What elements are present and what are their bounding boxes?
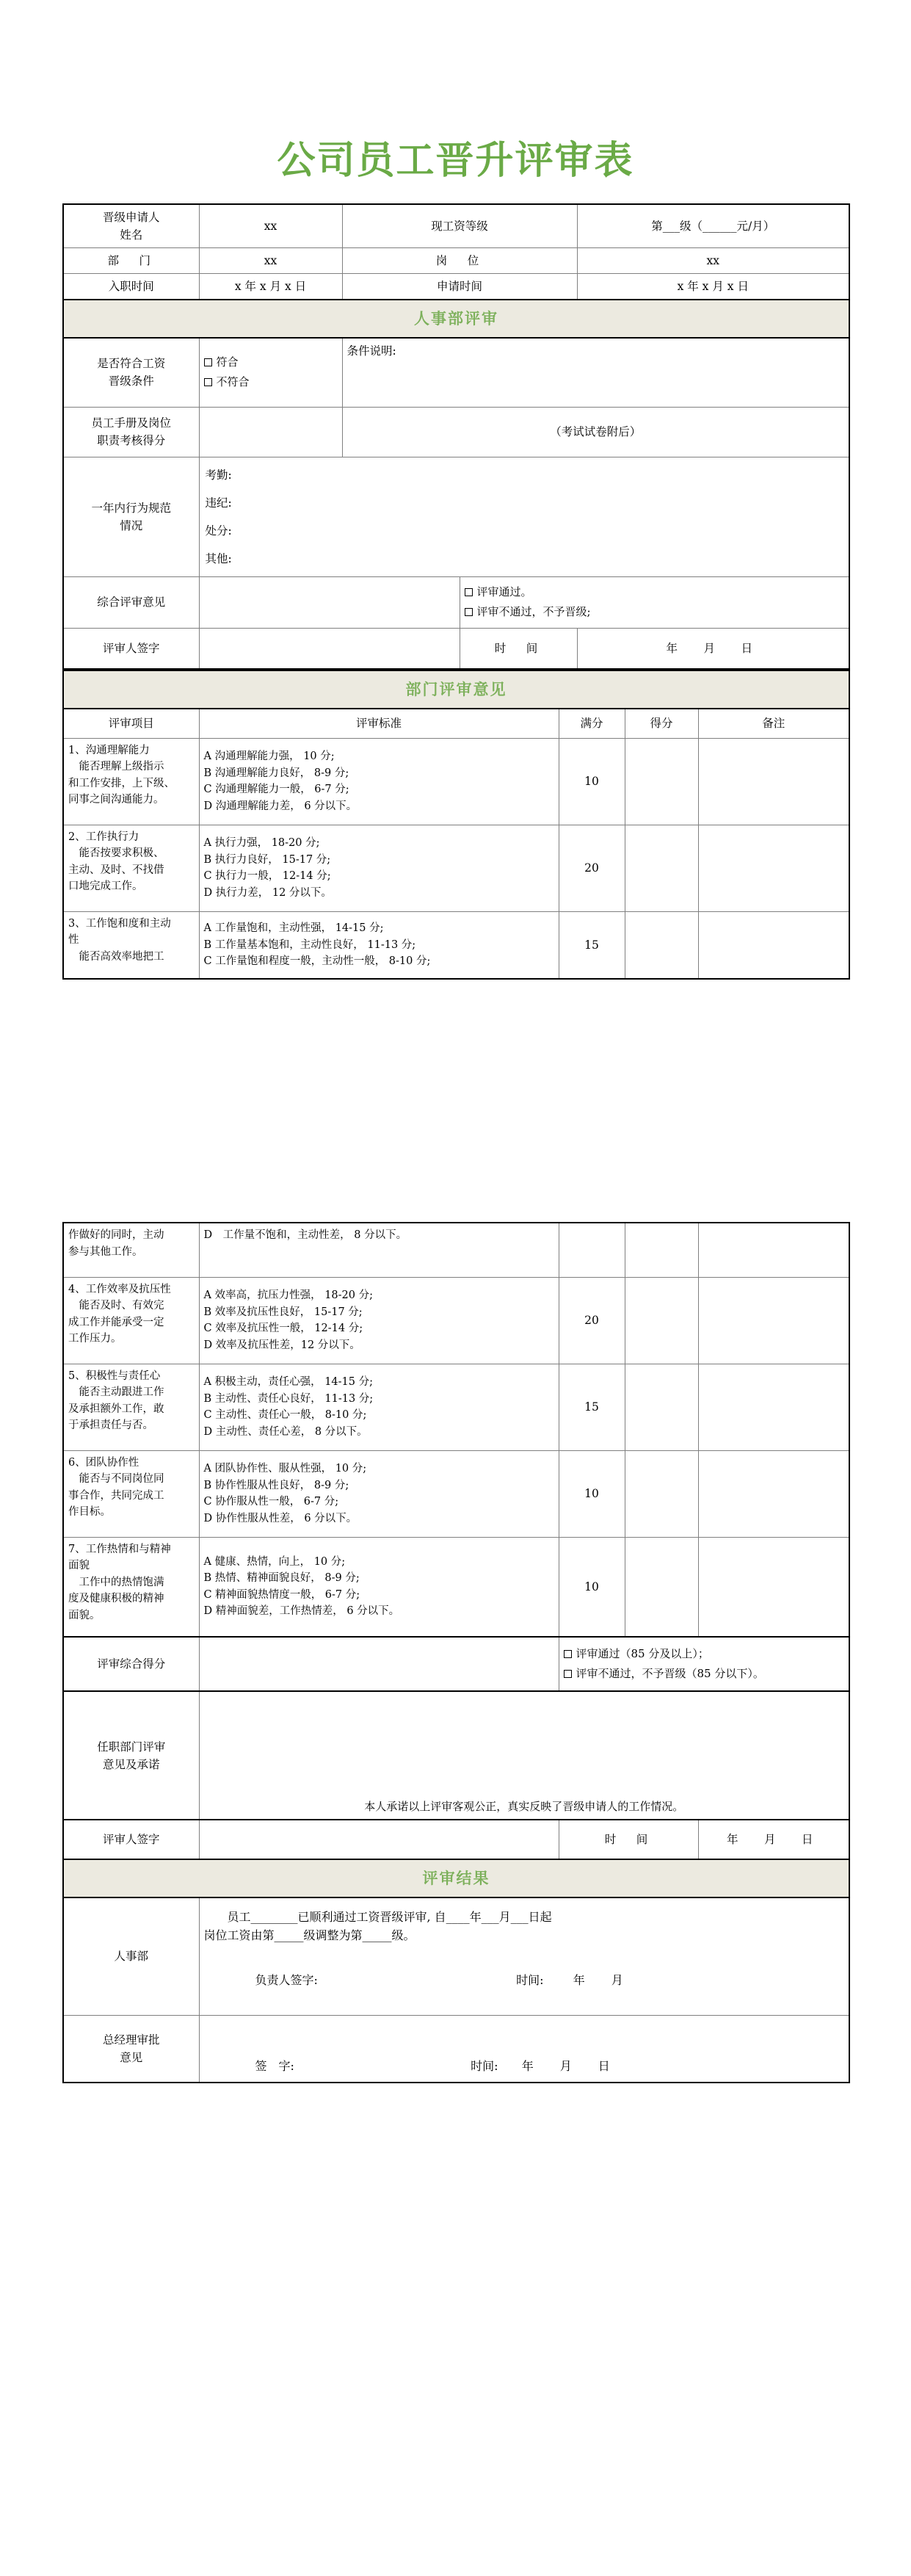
reviewer-sign-value[interactable] [199,628,460,669]
hr-result-body[interactable] [199,1897,849,2015]
page-title: 公司员工晋升评审表 [277,139,634,183]
checkbox-icon[interactable] [465,588,473,596]
table-row-criterion [63,1364,849,1450]
handbook-note: （考试试卷附后） [342,407,849,457]
criterion-standard: A 沟通理解能力强， 10 分; B 沟通理解能力良好， 8-9 分; C 沟通理解能力一般， 6-7 分; D 沟通理解能力差， 6 分以下。 [199,738,559,825]
section-band-dept [63,670,849,709]
criterion-score[interactable] [625,738,698,825]
table-row-reviewer-signature [63,628,849,669]
dept-opinion-body[interactable] [199,1691,849,1820]
behavior-label: 一年内行为规范 情况 [63,457,199,576]
table-row-dates [63,274,849,300]
dept-time-label: 时 间 [559,1820,698,1859]
table-row-dept-opinion [63,1691,849,1820]
dept-label: 部 门 [63,248,199,274]
criterion-name: 作做好的同时，主动 参与其他工作。 [63,1223,199,1277]
wage-grade-value[interactable]: 第___级（______元/月） [577,204,849,248]
checkbox-icon[interactable] [465,608,473,616]
criterion-name: 3、工作饱和度和主动 性 能否高效率地把工 [63,911,199,979]
checkbox-option-fail[interactable]: 评审不通过，不予晋级（85 分以下）。 [564,1664,845,1684]
table-row-wage-condition [63,338,849,407]
hr-time-label: 时间: [516,1972,544,1987]
gm-time-value[interactable]: 年 月 日 [521,2059,617,2074]
criterion-score[interactable] [625,1364,698,1450]
result-line-1: 员工________已顺利通过工资晋级评审, 自____年___月___日起 [227,1910,552,1925]
criterion-remark[interactable] [698,1277,849,1364]
table-row-criterion [63,1450,849,1537]
criterion-score[interactable] [625,1537,698,1637]
criterion-standard: A 效率高，抗压力性强， 18-20 分; B 效率及抗压性良好， 15-17 分; C 效率及抗压性一般， 12-14 分; D 效率及抗压性差，12 分以下。 [199,1277,559,1364]
overall-opinion-options[interactable] [460,576,849,628]
page-break-gap [62,980,849,1222]
column-header-score: 得分 [625,709,698,738]
criterion-standard: D 工作量不饱和，主动性差， 8 分以下。 [199,1223,559,1277]
checkbox-option-fail[interactable]: 评审不通过，不予晋级; [465,602,845,622]
criterion-full-score: 15 [559,1364,625,1450]
dept-review-band: 部门评审意见 [63,670,849,709]
criterion-standard: A 工作量饱和，主动性强， 14-15 分; B 工作量基本饱和，主动性良好， 11-13 分; C 工作量饱和程度一般，主动性一般， 8-10 分; [199,911,559,979]
commitment-text: 本人承诺以上评审客观公正，真实反映了晋级申请人的工作情况。 [364,1799,684,1813]
handbook-label: 员工手册及岗位 职责考核得分 [63,407,199,457]
criterion-full-score: 10 [559,1450,625,1537]
gm-approval-label: 总经理审批 意见 [63,2015,199,2083]
reviewer-sign-label: 评审人签字 [63,628,199,669]
wage-grade-label: 现工资等级 [342,204,577,248]
checkbox-icon[interactable] [204,378,212,386]
dept-review-table-continued [62,1222,850,2083]
overall-opinion-label: 综合评审意见 [63,576,199,628]
dept-opinion-label: 任职部门评审 意见及承诺 [63,1691,199,1820]
column-header-item: 评审项目 [63,709,199,738]
checkbox-icon[interactable] [564,1650,572,1658]
apply-time-label: 申请时间 [342,274,577,300]
criterion-remark[interactable] [698,1450,849,1537]
table-header-row [63,709,849,738]
table-row-overall-opinion [63,576,849,628]
criterion-standard: A 积极主动，责任心强， 14-15 分; B 主动性、责任心良好， 11-13 分; C 主动性、责任心一般， 8-10 分; D 主动性、责任心差， 8 分以下。 [199,1364,559,1450]
checkbox-option-pass[interactable]: 评审通过（85 分及以上）； [564,1644,845,1664]
criterion-standard: A 执行力强， 18-20 分; B 执行力良好， 15-17 分; C 执行力一般， 12-14 分; D 执行力差， 12 分以下。 [199,825,559,911]
column-header-remark: 备注 [698,709,849,738]
criterion-full-score: 10 [559,738,625,825]
criterion-name: 6、团队协作性 能否与不同岗位同 事合作，共同完成工 作目标。 [63,1450,199,1537]
criterion-full-score: 20 [559,1277,625,1364]
applicant-name-value[interactable]: xx [199,204,342,248]
result-line-2: 岗位工资由第_____级调整为第_____级。 [203,1928,415,1942]
criterion-name: 7、工作热情和与精神 面貌 工作中的热情饱满 度及健康积极的精神 面貌。 [63,1537,199,1637]
behavior-item-attendance[interactable]: 考勤: [205,468,232,482]
total-score-value[interactable] [199,1637,559,1691]
condition-note[interactable]: 条件说明: [342,338,849,407]
wage-condition-options[interactable] [199,338,342,407]
total-score-label: 评审综合得分 [63,1637,199,1691]
wage-condition-label: 是否符合工资 晋级条件 [63,338,199,407]
entry-time-value[interactable]: x 年 x 月 x 日 [199,274,342,300]
criterion-full-score: 10 [559,1537,625,1637]
gm-sign-label[interactable]: 签 字: [255,2059,294,2074]
criterion-remark[interactable] [698,1223,849,1277]
checkbox-icon[interactable] [204,358,212,366]
gm-time-label: 时间: [471,2059,498,2074]
table-row-total-score [63,1637,849,1691]
dept-sign-value[interactable] [199,1820,559,1859]
criterion-standard: A 团队协作性、服从性强， 10 分; B 协作性服从性良好， 8-9 分; C 协作服从性一般， 6-7 分; D 协作性服从性差， 6 分以下。 [199,1450,559,1537]
table-row-applicant-name [63,204,849,248]
result-signature-line [204,1945,845,1990]
dept-time-value[interactable]: 年 月 日 [698,1820,849,1859]
behavior-item-violation[interactable]: 违纪: [205,496,232,510]
gm-approval-body[interactable] [199,2015,849,2083]
table-row-gm-approval [63,2015,849,2083]
criterion-name: 4、工作效率及抗压性 能否及时、有效完 成工作并能承受一定 工作压力。 [63,1277,199,1364]
hr-time-value[interactable]: 年 月 [573,1972,631,1987]
result-band: 评审结果 [63,1859,849,1897]
post-label: 岗 位 [342,248,577,274]
checkbox-option-pass[interactable]: 评审通过。 [465,582,845,602]
checkbox-icon[interactable] [564,1670,572,1678]
criterion-full-score: 20 [559,825,625,911]
criterion-name: 5、积极性与责任心 能否主动跟进工作 及承担额外工作，敢 于承担责任与否。 [63,1364,199,1450]
table-row-department [63,248,849,274]
criterion-score[interactable] [625,1450,698,1537]
behavior-item-other[interactable]: 其他: [205,551,232,565]
criterion-score[interactable] [625,825,698,911]
checkbox-option-conform[interactable]: 符合 [204,352,338,372]
dept-review-table [62,670,850,980]
basic-info-table [62,203,850,670]
criterion-name: 2、工作执行力 能否按要求积极、 主动、及时、不找借 口地完成工作。 [63,825,199,911]
table-row-criterion [63,911,849,979]
criterion-full-score [559,1223,625,1277]
table-row-hr-result [63,1897,849,2015]
entry-time-label: 入职时间 [63,274,199,300]
apply-time-value[interactable]: x 年 x 月 x 日 [577,274,849,300]
total-score-options[interactable] [559,1637,849,1691]
criterion-remark[interactable] [698,1537,849,1637]
criterion-remark[interactable] [698,1364,849,1450]
criterion-remark[interactable] [698,738,849,825]
table-row-criterion [63,1277,849,1364]
dept-value[interactable]: xx [199,248,342,274]
dept-sign-label: 评审人签字 [63,1820,199,1859]
hr-sign-label[interactable]: 负责人签字: [255,1972,318,1987]
table-row-criterion [63,825,849,911]
column-header-standard: 评审标准 [199,709,559,738]
behavior-item-punishment[interactable]: 处分: [205,524,232,538]
section-band-hr [63,300,849,338]
handbook-score-value[interactable] [199,407,342,457]
reviewer-time-value[interactable]: 年 月 日 [577,628,849,669]
hr-dept-label: 人事部 [63,1897,199,2015]
checkbox-option-nonconform[interactable]: 不符合 [204,372,338,392]
criterion-remark[interactable] [698,825,849,911]
table-row-behavior [63,457,849,576]
criterion-name: 1、沟通理解能力 能否理解上级指示 和工作安排，上下级、 同事之间沟通能力。 [63,738,199,825]
criterion-full-score: 15 [559,911,625,979]
table-row-criterion [63,738,849,825]
table-row-criterion [63,1223,849,1277]
criterion-score[interactable] [625,1277,698,1364]
criterion-score[interactable] [625,1223,698,1277]
table-row-criterion [63,1537,849,1637]
table-row-handbook-score [63,407,849,457]
column-header-fullscore: 满分 [559,709,625,738]
criterion-standard: A 健康、热情，向上， 10 分; B 热情、精神面貌良好， 8-9 分; C 精神面貌热情度一般， 6-7 分; D 精神面貌差，工作热情差， 6 分以下。 [199,1537,559,1637]
overall-opinion-value[interactable] [199,576,460,628]
applicant-name-label: 晋级申请人 姓名 [63,204,199,248]
table-row-dept-signature [63,1820,849,1859]
post-value[interactable]: xx [577,248,849,274]
criterion-remark[interactable] [698,911,849,979]
section-band-result [63,1859,849,1897]
reviewer-time-label: 时 间 [460,628,577,669]
criterion-score[interactable] [625,911,698,979]
behavior-items[interactable] [199,457,849,576]
hr-review-band: 人事部评审 [63,300,849,338]
